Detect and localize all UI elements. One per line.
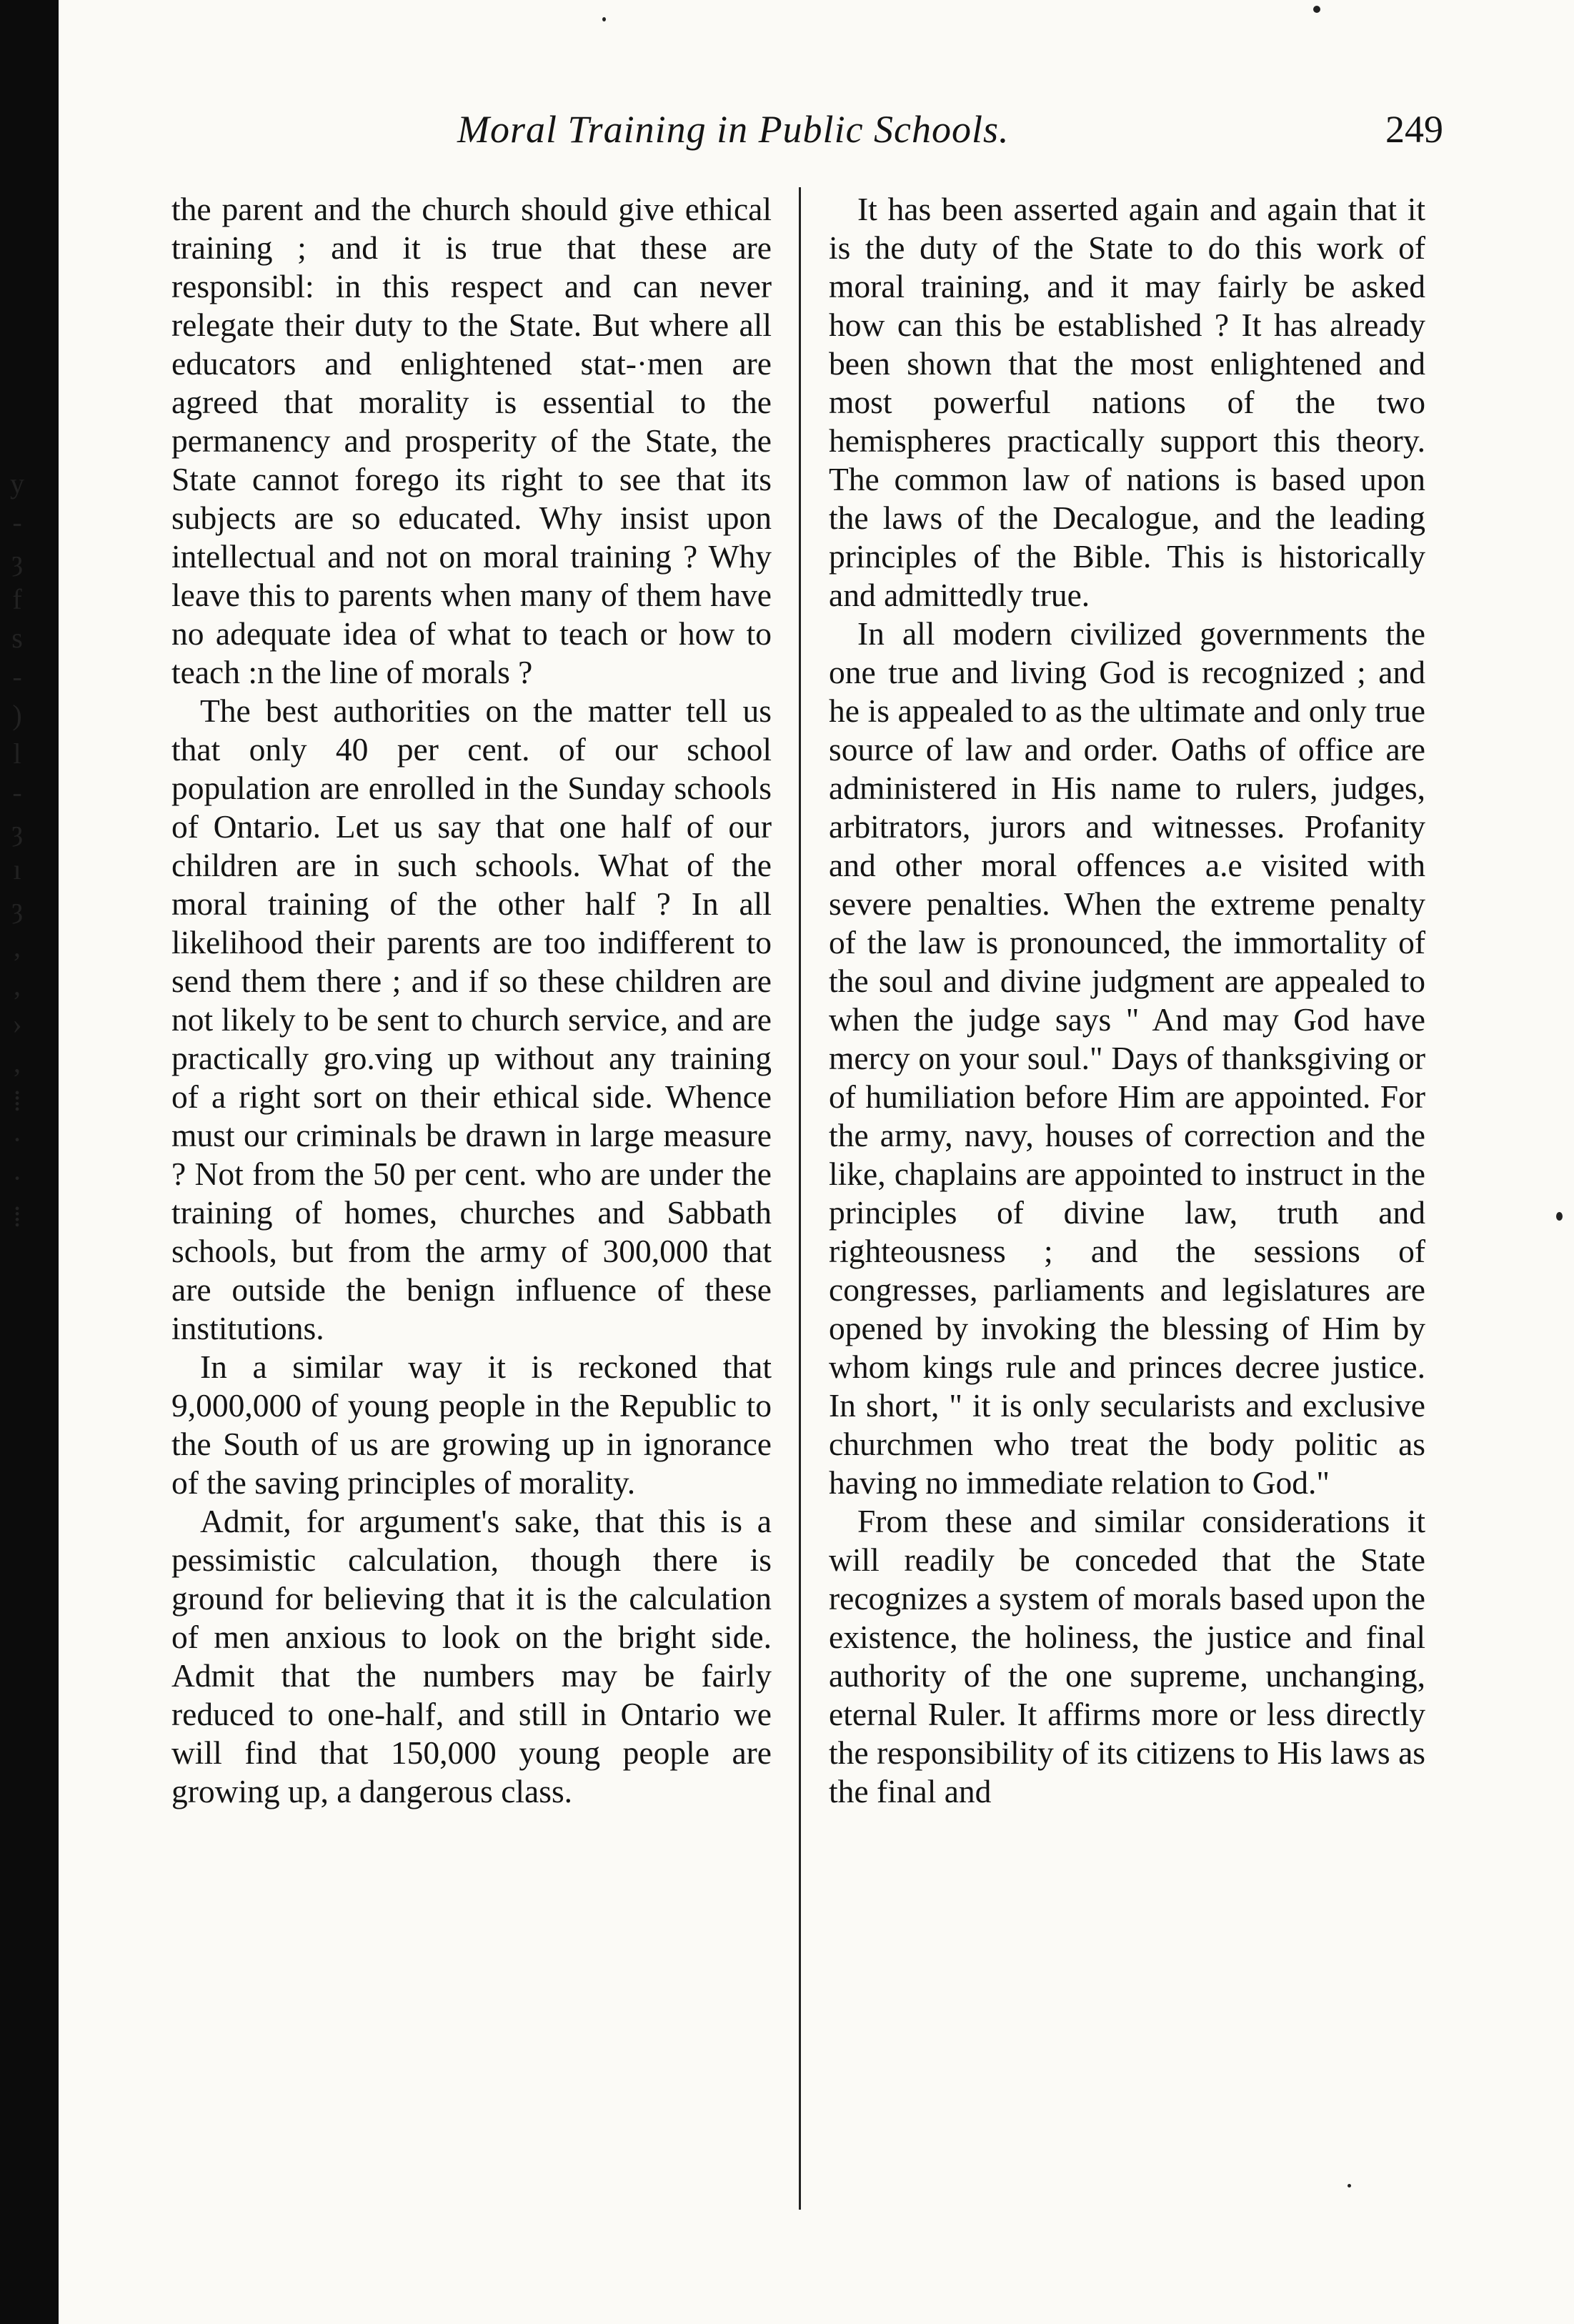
paragraph: the parent and the church should give ethical training ; and it is true that these are responsibl: in this respect and can never relegate their duty to the State. But where all educators and enlightened stat-·men are agreed that morality is essential to the permanency and prosperity of the State, the State cannot forego its right to see that its subjects are so educated. Why insist upon intellectual and not on moral training ? Why leave this to parents when many of them have no adequate idea of what to teach or how to teach :n the line of morals ? — [171, 191, 772, 690]
page-title: Moral Training in Public Schools. — [457, 108, 1010, 151]
margin-fragment: f — [12, 583, 22, 615]
column-divider — [799, 187, 801, 2210]
margin-fragment: · — [12, 1162, 22, 1194]
margin-fragment: ) — [12, 699, 22, 731]
right-column — [829, 190, 1425, 1811]
margin-fragment: - — [12, 660, 22, 692]
paragraph: Admit, for argument's sake, that this is a pessimistic calculation, though there is ground for believing that it is the calculation of men anxious to look on the bright side. Admit that the numbers may be fairly reduced to one-half, and still in Ontario we will find that 150,000 young people are growing up, a dangerous class. — [171, 1503, 772, 1809]
left-column — [171, 190, 772, 1811]
margin-fragment: - — [12, 776, 22, 808]
margin-fragment: - — [12, 506, 22, 538]
margin-fragment: , — [14, 969, 21, 1001]
margin-fragment: ⁞ — [13, 1085, 21, 1117]
margin-fragment: , — [14, 1046, 21, 1078]
margin-fragment: ⁞ — [13, 1201, 21, 1233]
page-number: 249 — [1385, 108, 1443, 151]
paragraph: The best authorities on the matter tell us that only 40 per cent. of our school population are enrolled in the Sunday schools of Ontario. Let us say that one half of our children are in such schools. What of the moral training of the other half ? In all likelihood their parents are too indifferent to send them there ; and if so these children are not likely to be sent to church service, and are practically gro.ving up without any training of a right sort on their ethical side. Whence must our criminals be drawn in large measure ? Not from the 50 per cent. who are under the training of homes, churches and Sabbath schools, but from the army of 300,000 that are outside the benign influence of these institutions. — [171, 692, 772, 1346]
running-head — [429, 107, 1443, 164]
margin-fragment: › — [12, 1008, 22, 1040]
ink-speck — [1348, 2184, 1351, 2188]
margin-fragment: ı — [13, 853, 21, 885]
margin-fragment: · — [12, 1123, 22, 1156]
margin-fragments — [3, 465, 31, 1236]
paragraph: In all modern civilized governments the one true and living God is recognized ; and he is appealed to as the ultimate and only true source of law and order. Oaths of office are administered in His name to rulers, judges, arbitrators, jurors and witnesses. Profanity and other moral offences a.e visited with severe penalties. When the extreme penalty of the law is pronounced, the immortality of the soul and divine judgment are appealed to when the judge says " And may God have mercy on your soul." Days of thanksgiving or of humiliation before Him are appointed. For the army, navy, houses of correction and the like, chaplains are appointed to instruct in the principles of divine law, truth and righteousness ; and the sessions of congresses, parliaments and legislatures are opened by invoking the blessing of Him by whom kings rule and princes decree justice. In short, " it is only secularists and exclusive churchmen who treat the body politic as having no immediate relation to God." — [829, 615, 1425, 1501]
ink-speck — [602, 17, 606, 21]
margin-fragment: y — [10, 467, 24, 500]
ink-speck — [1313, 6, 1320, 13]
margin-fragment: , — [14, 930, 21, 963]
ink-speck — [1556, 1212, 1563, 1221]
margin-fragment: l — [13, 738, 21, 770]
paragraph: From these and similar considerations it will readily be conceded that the State recognizes a system of morals based upon the existence, the holiness, the justice and final authority of the one supreme, unchanging, eternal Ruler. It affirms more or less directly the responsibility of its citizens to His laws as the final and — [829, 1503, 1425, 1809]
margin-fragment: ȝ — [11, 815, 23, 847]
margin-fragment: ȝ — [11, 545, 23, 577]
paragraph: It has been asserted again and again that it is the duty of the State to do this work of moral training, and it may fairly be asked how can this be established ? It has already been shown that the most enlightened and most powerful nations of the two hemispheres practically support this theory. The common law of nations is based upon the laws of the Decalogue, and the leading principles of the Bible. This is historically and admittedly true. — [829, 191, 1425, 613]
margin-fragment: ȝ — [11, 892, 23, 924]
margin-fragment: s — [11, 622, 23, 654]
paragraph: In a similar way it is reckoned that 9,000,000 of young people in the Republic to the South of us are growing up in ignorance of the saving principles of morality. — [171, 1349, 772, 1501]
